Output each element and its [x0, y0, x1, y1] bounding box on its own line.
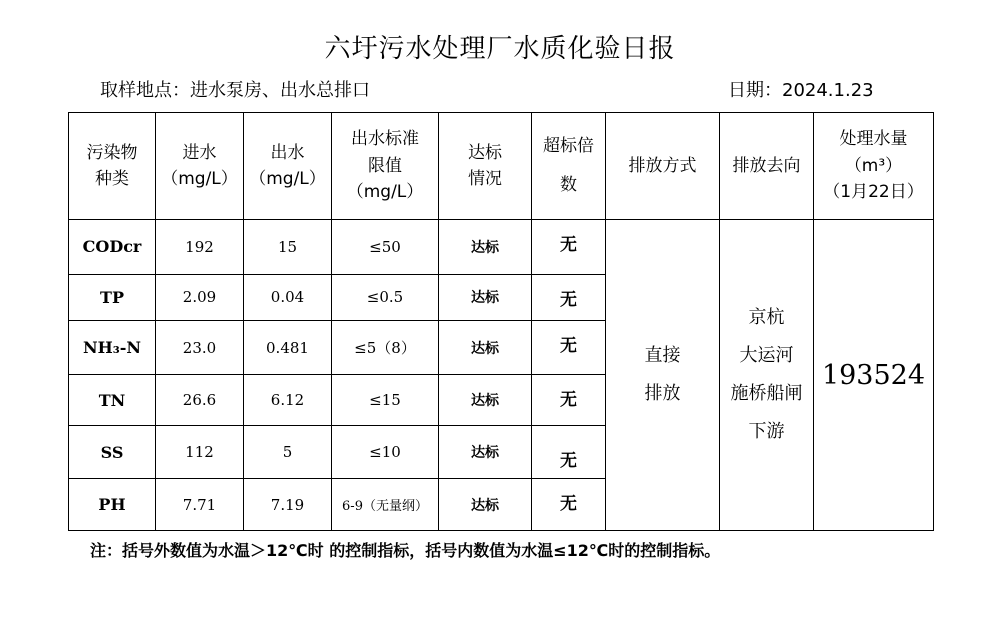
discharge-method-cell: 直接 排放 [606, 220, 720, 531]
header-method: 排放方式 [606, 113, 720, 220]
table-row [69, 220, 934, 275]
limit-cell: ≤5（8） [332, 320, 439, 375]
outflow-cell: 0.481 [244, 320, 332, 375]
outflow-cell: 0.04 [244, 274, 332, 320]
footnote: 注：括号外数值为水温＞12℃时 的控制指标，括号内数值为水温≤12℃时的控制指标。 [90, 541, 721, 560]
outflow-cell: 5 [244, 425, 332, 479]
inflow-cell: 192 [156, 220, 244, 275]
header-outflow: 出水 （mg/L） [244, 113, 332, 220]
limit-cell: ≤50 [332, 220, 439, 275]
pollutant-cell: PH [69, 479, 156, 531]
status-cell: 达标 [439, 274, 532, 320]
header-inflow: 进水 （mg/L） [156, 113, 244, 220]
outflow-cell: 6.12 [244, 375, 332, 425]
inflow-cell: 26.6 [156, 375, 244, 425]
discharge-destination-cell: 京杭 大运河 施桥船闸 下游 [720, 220, 814, 531]
limit-cell: ≤0.5 [332, 274, 439, 320]
exceed-cell: 无 [532, 220, 606, 275]
outflow-cell: 15 [244, 220, 332, 275]
status-cell: 达标 [439, 425, 532, 479]
header-volume: 处理水量 （m³） （1月22日） [814, 113, 934, 220]
pollutant-cell: SS [69, 425, 156, 479]
pollutant-cell: TN [69, 375, 156, 425]
inflow-cell: 7.71 [156, 479, 244, 531]
sampling-location: 取样地点：进水泵房、出水总排口 [100, 80, 370, 101]
header-compliance: 达标 情况 [439, 113, 532, 220]
header-limit: 出水标准 限值 （mg/L） [332, 113, 439, 220]
exceed-cell: 无 [532, 320, 606, 375]
exceed-cell: 无 [532, 479, 606, 531]
pollutant-cell: CODcr [69, 220, 156, 275]
exceed-cell: 无 [532, 375, 606, 425]
status-cell: 达标 [439, 375, 532, 425]
limit-cell: ≤10 [332, 425, 439, 479]
status-cell: 达标 [439, 220, 532, 275]
header-pollutant: 污染物 种类 [69, 113, 156, 220]
limit-cell: ≤15 [332, 375, 439, 425]
status-cell: 达标 [439, 320, 532, 375]
exceed-cell: 无 [532, 425, 606, 479]
water-quality-table [68, 112, 934, 531]
header-destination: 排放去向 [720, 113, 814, 220]
status-cell: 达标 [439, 479, 532, 531]
pollutant-cell: NH₃-N [69, 320, 156, 375]
header-exceed: 超标倍 数 [532, 113, 606, 220]
treated-volume-cell: 193524 [814, 220, 934, 531]
limit-cell: 6-9（无量纲） [332, 479, 439, 531]
report-date: 日期：2024.1.23 [728, 80, 874, 101]
exceed-cell: 无 [532, 274, 606, 320]
report-title: 六圩污水处理厂水质化验日报 [324, 34, 676, 64]
inflow-cell: 23.0 [156, 320, 244, 375]
inflow-cell: 112 [156, 425, 244, 479]
pollutant-cell: TP [69, 274, 156, 320]
outflow-cell: 7.19 [244, 479, 332, 531]
inflow-cell: 2.09 [156, 274, 244, 320]
